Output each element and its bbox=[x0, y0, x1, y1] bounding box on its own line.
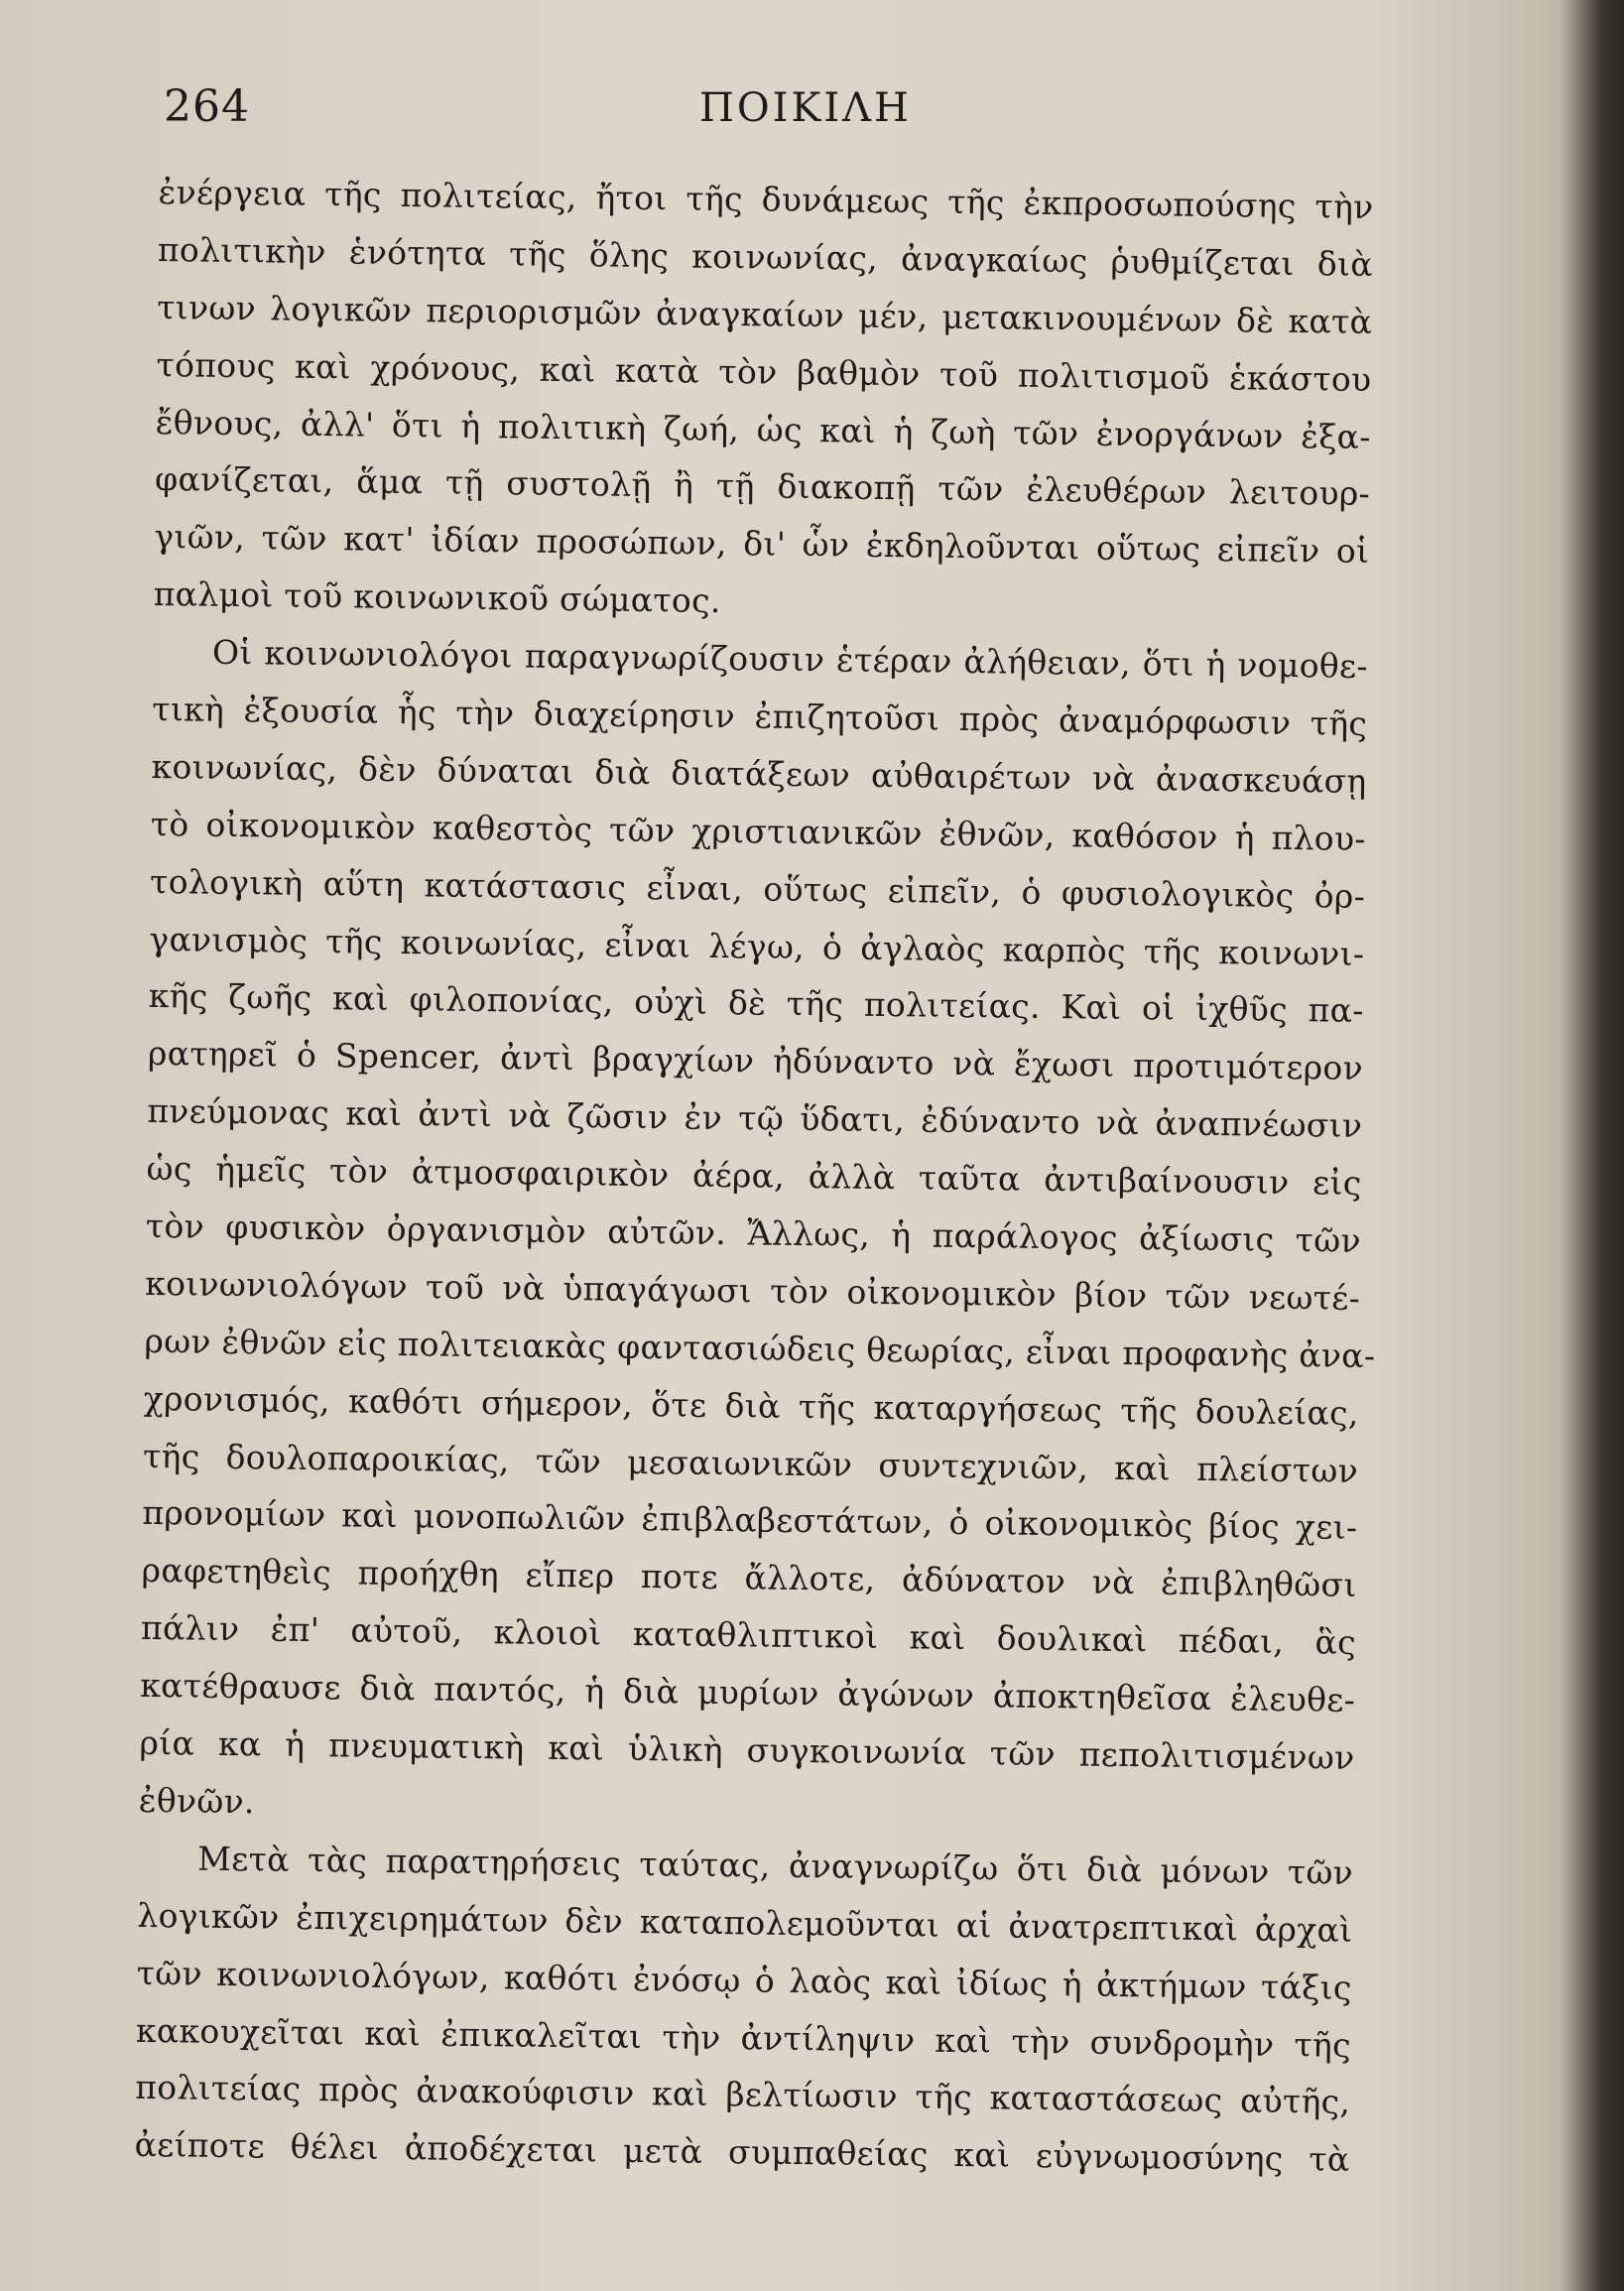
text-line: τικὴ ἐξουσία ἧς τὴν διαχείρησιν ἐπιζητοῦσι πρὸς ἀναμόρφωσιν τῆς bbox=[152, 689, 1368, 743]
text-line: κῆς ζωῆς καὶ φιλοπονίας, οὐχὶ δὲ τῆς πολιτείας. Καὶ οἱ ἰχθῦς πα- bbox=[148, 976, 1364, 1031]
text-line: ἐθνῶν. bbox=[138, 1780, 255, 1822]
page-header bbox=[164, 81, 1374, 141]
text-line: κατέθραυσε διὰ παντός, ἡ διὰ μυρίων ἀγώνων ἀποκτηθεῖσα ἐλευθε- bbox=[140, 1666, 1356, 1720]
text-line: τῶν κοινωνιολόγων, καθότι ἐνόσῳ ὁ λαὸς καὶ ἰδίως ἡ ἀκτήμων τάξις bbox=[136, 1953, 1352, 2007]
text-line: τολογικὴ αὕτη κατάστασις εἶναι, οὕτως εἰπεῖν, ὁ φυσιολογικὸς ὀρ- bbox=[149, 861, 1366, 916]
text-line: Μετὰ τὰς παρατηρήσεις ταύτας, ἀναγνωρίζω ὅτι διὰ μόνων τῶν bbox=[196, 1839, 1354, 1892]
text-line: τόπους καὶ χρόνους, καὶ κατὰ τὸν βαθμὸν τοῦ πολιτισμοῦ ἑκάστου bbox=[156, 344, 1372, 399]
body-text bbox=[134, 164, 1374, 2189]
text-line: προνομίων καὶ μονοπωλιῶν ἐπιβλαβεστάτων, ὁ οἰκονομικὸς βίος χει- bbox=[142, 1493, 1358, 1548]
text-line: ἐνέργεια τῆς πολιτείας, ἤτοι τῆς δυνάμεως τῆς ἐκπροσωπούσης τὴν bbox=[158, 172, 1374, 226]
page-number: 264 bbox=[164, 81, 250, 132]
text-line: ἔθνους, ἀλλ' ὅτι ἡ πολιτικὴ ζωή, ὡς καὶ ἡ ζωὴ τῶν ἐνοργάνων ἐξα- bbox=[155, 402, 1371, 456]
text-line: γανισμὸς τῆς κοινωνίας, εἶναι λέγω, ὁ ἀγλαὸς καρπὸς τῆς κοινωνι- bbox=[149, 919, 1365, 973]
text-line: κοινωνίας, δὲν δύναται διὰ διατάξεων αὐθαιρέτων νὰ ἀνασκευάσῃ bbox=[151, 746, 1367, 801]
text-line: Οἱ κοινωνιολόγοι παραγνωρίζουσιν ἑτέραν ἀλήθειαν, ὅτι ἡ νομοθε- bbox=[211, 632, 1369, 687]
text-line: πολιτικὴν ἑνότητα τῆς ὅλης κοινωνίας, ἀναγκαίως ῥυθμίζεται διὰ bbox=[157, 229, 1374, 284]
text-line: ρία κα ἡ πνευματικὴ καὶ ὑλικὴ συγκοινωνία τῶν πεπολιτισμένων bbox=[139, 1722, 1355, 1777]
running-head: ΠΟΙΚΙΛΗ bbox=[699, 85, 912, 131]
text-line: πολιτείας πρὸς ἀνακούφισιν καὶ βελτίωσιν τῆς καταστάσεως αὐτῆς, bbox=[135, 2068, 1351, 2122]
text-line: χρονισμός, καθότι σήμερον, ὅτε διὰ τῆς καταργήσεως τῆς δουλείας, bbox=[143, 1378, 1359, 1433]
text-line: λογικῶν ἐπιχειρημάτων δὲν καταπολεμοῦνται αἱ ἀνατρεπτικαὶ ἀρχαὶ bbox=[137, 1895, 1353, 1950]
text-line: κακουχεῖται καὶ ἐπικαλεῖται τὴν ἀντίληψιν καὶ τὴν συνδρομὴν τῆς bbox=[135, 2010, 1352, 2065]
text-line: τὸν φυσικὸν ὀργανισμὸν αὐτῶν. Ἄλλως, ἡ παράλογος ἀξίωσις τῶν bbox=[145, 1206, 1362, 1260]
text-line: τινων λογικῶν περιορισμῶν ἀναγκαίων μέν, μετακινουμένων δὲ κατὰ bbox=[156, 287, 1373, 341]
text-line: ρατηρεῖ ὁ Spencer, ἀντὶ βραγχίων ἠδύναντο νὰ ἔχωσι προτιμότερον bbox=[147, 1034, 1364, 1088]
text-line: ραφετηθεὶς προήχθη εἴπερ ποτε ἄλλοτε, ἀδύνατον νὰ ἐπιβληθῶσι bbox=[141, 1551, 1357, 1605]
text-line: κοινωνιολόγων τοῦ νὰ ὑπαγάγωσι τὸν οἰκονομικὸν βίον τῶν νεωτέ- bbox=[144, 1263, 1361, 1318]
text-line: πάλιν ἐπ' αὐτοῦ, κλοιοὶ καταθλιπτικοὶ καὶ δουλικαὶ πέδαι, ἃς bbox=[140, 1608, 1357, 1663]
text-line: φανίζεται, ἅμα τῇ συστολῇ ἢ τῇ διακοπῇ τῶν ἐλευθέρων λειτουρ- bbox=[154, 459, 1371, 514]
text-line: πνεύμονας καὶ ἀντὶ νὰ ζῶσιν ἐν τῷ ὕδατι, ἐδύναντο νὰ ἀναπνέωσιν bbox=[147, 1091, 1363, 1146]
text-line: ἀείποτε θέλει ἀποδέχεται μετὰ συμπαθείας καὶ εὐγνωμοσύνης τὰ bbox=[134, 2125, 1350, 2180]
text-line: ρων ἐθνῶν εἰς πολιτειακὰς φαντασιώδεις θεωρίας, εἶναι προφανὴς ἀνα- bbox=[144, 1321, 1376, 1375]
text-line: γιῶν, τῶν κατ' ἰδίαν προσώπων, δι' ὧν ἐκδηλοῦνται οὕτως εἰπεῖν οἱ bbox=[154, 517, 1370, 572]
text-line: παλμοὶ τοῦ κοινωνικοῦ σώματος. bbox=[153, 574, 721, 621]
text-line: τὸ οἰκονομικὸν καθεστὸς τῶν χριστιανικῶν ἐθνῶν, καθόσον ἡ πλου- bbox=[150, 804, 1367, 858]
text-line: ὡς ἡμεῖς τὸν ἀτμοσφαιρικὸν ἀέρα, ἀλλὰ ταῦτα ἀντιβαίνουσιν εἰς bbox=[146, 1149, 1362, 1204]
text-line: τῆς δουλοπαροικίας, τῶν μεσαιωνικῶν συντεχνιῶν, καὶ πλείστων bbox=[142, 1436, 1359, 1490]
